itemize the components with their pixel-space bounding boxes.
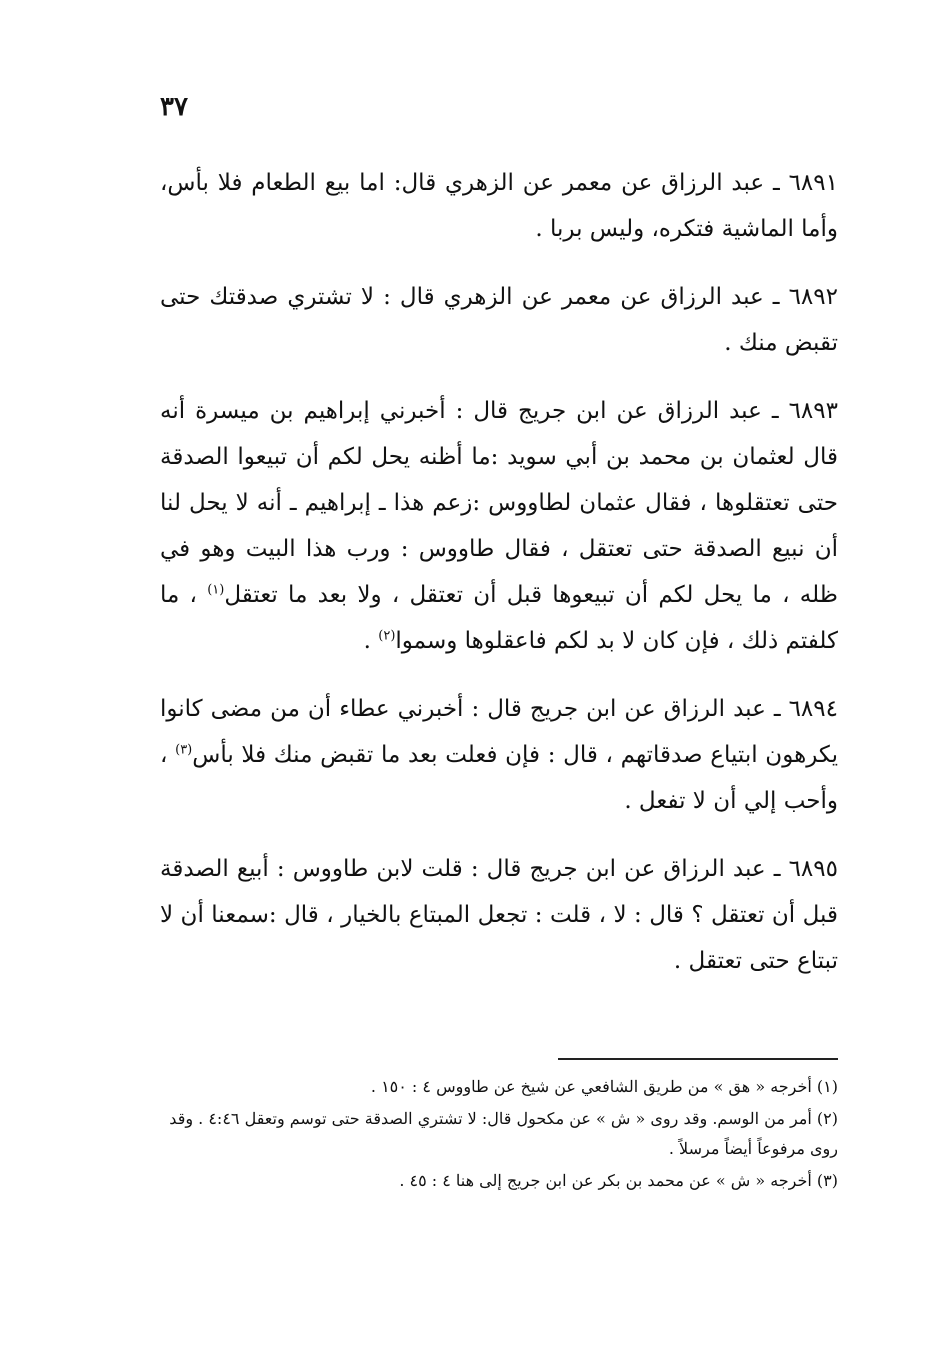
hadith-6892-text: ٦٨٩٢ ـ عبد الرزاق عن معمر عن الزهري قال : لا تشتري صدقتك حتى تقبض منك . [160, 284, 838, 356]
footnote-2: (٢) أمر من الوسم. وقد روى « ش » عن مكحول قال: لا تشتري الصدقة حتى توسم وتعقل ٤:٤٦ . وقد روى مرفوعاً أيضاً مرسلاً . [169, 1109, 838, 1158]
hadith-6893-text-part-1: ٦٨٩٣ ـ عبد الرزاق عن ابن جريج قال : أخبرني إبراهيم بن ميسرة أنه قال لعثمان بن محمد بن أبي سويد :ما أظنه يحل لكم أن تبيعوا الصدقة حتى تعتقلوها ، فقال عثمان لطاووس :زعم هذا ـ إبراهيم ـ أنه لا يحل لنا أن نبيع الصدقة حتى تعتقل ، فقال طاووس : ورب هذا البيت وهو في ظله ، ما يحل لكم أن تبيعوها قبل أن تعتقل ، ولا بعد ما تعتقل [160, 398, 838, 608]
hadith-6893 [160, 388, 838, 664]
hadith-6891-text: ٦٨٩١ ـ عبد الرزاق عن معمر عن الزهري قال: اما بيع الطعام فلا بأس، وأما الماشية فتكره، وليس بربا . [160, 170, 838, 242]
hadith-6894-text-part-1: ٦٨٩٤ ـ عبد الرزاق عن ابن جريج قال : أخبرني عطاء أن من مضى كانوا يكرهون ابتياع صدقاتهم ، قال : فإن فعلت بعد ما تقبض منك فلا بأس [160, 696, 839, 768]
hadith-list [160, 160, 838, 1006]
hadith-6893-text-part-2: ، ما كلفتم ذلك ، فإن كان لا بد لكم فاعقلوها وسموا [160, 582, 838, 654]
page-number: ٣٧ [160, 92, 188, 122]
footnote-ref-2: (٢) [378, 628, 396, 644]
hadith-6892 [160, 274, 838, 366]
hadith-6894 [160, 686, 838, 824]
hadith-6895 [160, 846, 838, 984]
footnote-ref-1: (١) [207, 582, 225, 598]
hadith-6894-text-part-2: ، وأحب إلي أن لا تفعل . [160, 742, 838, 814]
hadith-6895-text: ٦٨٩٥ ـ عبد الرزاق عن ابن جريج قال : قلت لابن طاووس : أبيع الصدقة قبل أن تعتقل ؟ قال : لا ، قلت : تجعل المبتاع بالخيار ، قال :سمعنا أن لا تبتاع حتى تعتقل . [160, 856, 838, 974]
footnote-ref-3: (٣) [175, 742, 193, 758]
footnotes [160, 1072, 838, 1198]
footnote-1: (١) أخرجه « هق » من طريق الشافعي عن شيخ عن طاووس ٤ : ١٥٠ . [370, 1077, 838, 1096]
footnote-separator [558, 1058, 838, 1060]
footnote-3: (٣) أخرجه « ش » عن محمد بن بكر عن ابن جريج إلى هنا ٤ : ٤٥ . [399, 1171, 838, 1190]
hadith-6891 [160, 160, 838, 252]
hadith-6893-text-part-3: . [363, 628, 379, 654]
